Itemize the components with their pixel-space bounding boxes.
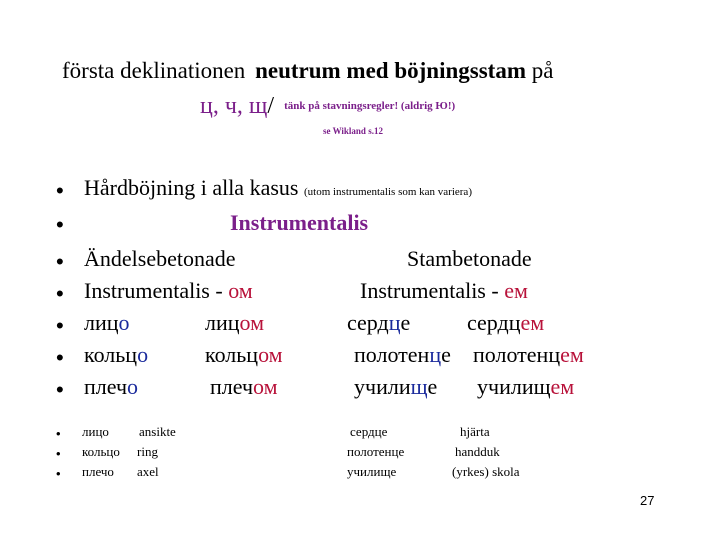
right-rule-prefix: Instrumentalis - xyxy=(360,278,499,303)
right-row-2-base xyxy=(354,342,451,368)
bullet-dot: • xyxy=(56,313,64,338)
ending: о xyxy=(118,310,130,335)
bullet-dot: • xyxy=(56,281,64,306)
bullet-dot: • xyxy=(56,446,61,461)
bullet-dot: • xyxy=(56,377,64,402)
stem-letter: ц xyxy=(388,310,401,335)
ending: ом xyxy=(253,374,278,399)
left-row-2-inst xyxy=(205,342,283,368)
bullet-dot: • xyxy=(56,212,64,237)
title-part-a: första deklinationen xyxy=(62,58,246,83)
reference: se Wikland s.12 xyxy=(323,126,383,136)
ending: о xyxy=(127,374,139,399)
vocab-left-2-sv: ring xyxy=(137,444,158,459)
right-row-3-base xyxy=(354,374,437,400)
ending: ом xyxy=(239,310,265,335)
ending: е xyxy=(427,374,438,399)
right-row-1-base xyxy=(347,310,410,336)
vocab-left-1-sv: ansikte xyxy=(139,424,176,439)
stem: серд xyxy=(347,310,389,335)
left-rule xyxy=(84,278,253,304)
bullet-dot: • xyxy=(56,466,61,481)
hard-declension-line xyxy=(84,175,472,201)
stem: сердц xyxy=(467,310,521,335)
left-rule-ending: ом xyxy=(228,278,253,303)
vocab-left-3-sv: axel xyxy=(137,464,159,479)
right-header: Stambetonade xyxy=(407,246,532,271)
ending: о xyxy=(137,342,149,367)
right-row-2-inst xyxy=(473,342,584,368)
vocab-right-2-ru: полотенце xyxy=(347,444,405,459)
bullet-dot: • xyxy=(56,249,64,274)
stem-letter: щ xyxy=(410,374,428,399)
vocab-left-3-ru: плечо xyxy=(82,464,114,479)
title-line-1 xyxy=(62,58,553,84)
left-row-1-inst xyxy=(205,310,264,336)
vocab-left-2-ru: кольцо xyxy=(82,444,120,459)
left-row-2-base xyxy=(84,342,148,368)
ending: ем xyxy=(550,374,575,399)
left-header: Ändelsebetonade xyxy=(84,246,236,271)
stem: кольц xyxy=(84,342,138,367)
left-row-3-base xyxy=(84,374,138,400)
bullet-dot: • xyxy=(56,345,64,370)
instrumentalis-heading: Instrumentalis xyxy=(230,210,369,235)
title-part-c: på xyxy=(531,58,554,83)
vocab-right-3-sv: (yrkes) skola xyxy=(452,464,520,479)
right-rule-ending: ем xyxy=(504,278,528,303)
vocab-left-1-ru: лицо xyxy=(82,424,109,439)
right-rule xyxy=(360,278,528,304)
ending: ем xyxy=(560,342,584,367)
vocab-right-1-sv: hjärta xyxy=(460,424,490,439)
right-row-1-inst xyxy=(467,310,544,336)
stem: лиц xyxy=(205,310,240,335)
ending: ем xyxy=(520,310,545,335)
title-line-2 xyxy=(200,93,455,120)
stem: полотен xyxy=(354,342,430,367)
ending: е xyxy=(441,342,451,367)
stem: лиц xyxy=(84,310,119,335)
stem-letters: ц, ч, щ xyxy=(200,93,268,119)
bullet-dot: • xyxy=(56,426,61,441)
left-row-3-inst xyxy=(210,374,278,400)
stem: полотенц xyxy=(473,342,561,367)
hard-declension-text: Hårdböjning i alla kasus xyxy=(84,175,299,200)
stem: кольц xyxy=(205,342,259,367)
stem: учили xyxy=(354,374,411,399)
left-row-1-base xyxy=(84,310,130,336)
hard-declension-note: (utom instrumentalis som kan variera) xyxy=(303,186,472,198)
ending: е xyxy=(400,310,411,335)
title-part-b: neutrum med böjningsstam xyxy=(255,58,526,83)
title-slash: / xyxy=(267,93,275,119)
vocab-right-3-ru: училище xyxy=(347,464,397,479)
page-number: 27 xyxy=(640,493,655,508)
stem: училищ xyxy=(477,374,551,399)
stem-letter: ц xyxy=(429,342,442,367)
right-row-3-inst xyxy=(477,374,574,400)
vocab-right-1-ru: сердце xyxy=(350,424,388,439)
vocab-right-2-sv: handduk xyxy=(455,444,500,459)
spelling-note: tänk på stavningsregler! (aldrig Ю!) xyxy=(284,100,456,112)
ending: ом xyxy=(258,342,283,367)
stem: плеч xyxy=(210,374,254,399)
stem: плеч xyxy=(84,374,128,399)
bullet-dot: • xyxy=(56,178,64,203)
left-rule-prefix: Instrumentalis - xyxy=(84,278,223,303)
